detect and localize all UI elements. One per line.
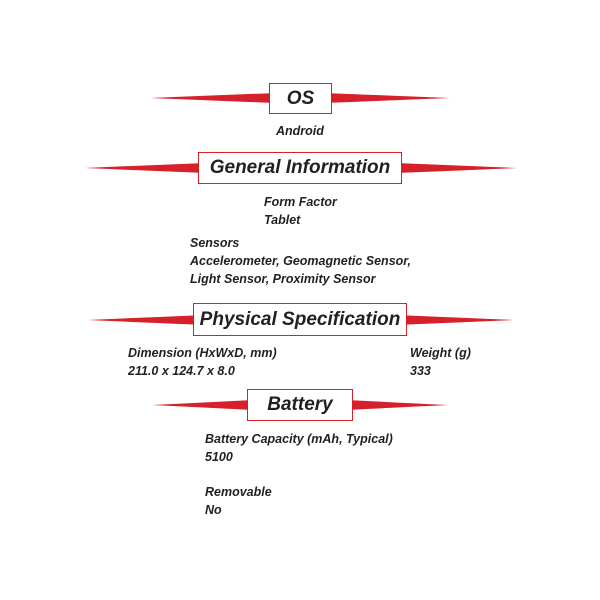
os-value-text: Android (276, 124, 324, 138)
os-title: OS (286, 87, 315, 109)
weight-value: 333 (410, 364, 431, 378)
battery-details (205, 430, 393, 519)
capacity-value: 5100 (205, 450, 233, 464)
sensors-value-line2: Light Sensor, Proximity Sensor (190, 272, 376, 286)
sensors-label: Sensors (190, 236, 240, 250)
battery-title: Battery (267, 394, 333, 415)
dimension-block (128, 344, 277, 380)
removable-label: Removable (205, 485, 272, 499)
os-header (269, 83, 332, 114)
removable-value: No (205, 503, 222, 517)
physical-title: Physical Specification (199, 308, 401, 330)
general-header (198, 152, 402, 184)
weight-label: Weight (g) (410, 346, 471, 360)
weight-block (410, 344, 471, 380)
form-factor-label: Form Factor (264, 195, 337, 209)
dimension-value: 211.0 x 124.7 x 8.0 (128, 364, 235, 378)
spacer (205, 466, 393, 483)
general-title: General Information (209, 157, 391, 178)
form-factor-block (264, 193, 337, 229)
physical-header (193, 303, 407, 336)
sensors-value-line1: Accelerometer, Geomagnetic Sensor, (190, 254, 411, 268)
sensors-block (190, 234, 411, 288)
battery-header (247, 389, 353, 421)
capacity-label: Battery Capacity (mAh, Typical) (205, 432, 393, 446)
os-value (276, 122, 324, 140)
dimension-label: Dimension (HxWxD, mm) (128, 346, 277, 360)
form-factor-value: Tablet (264, 213, 301, 227)
